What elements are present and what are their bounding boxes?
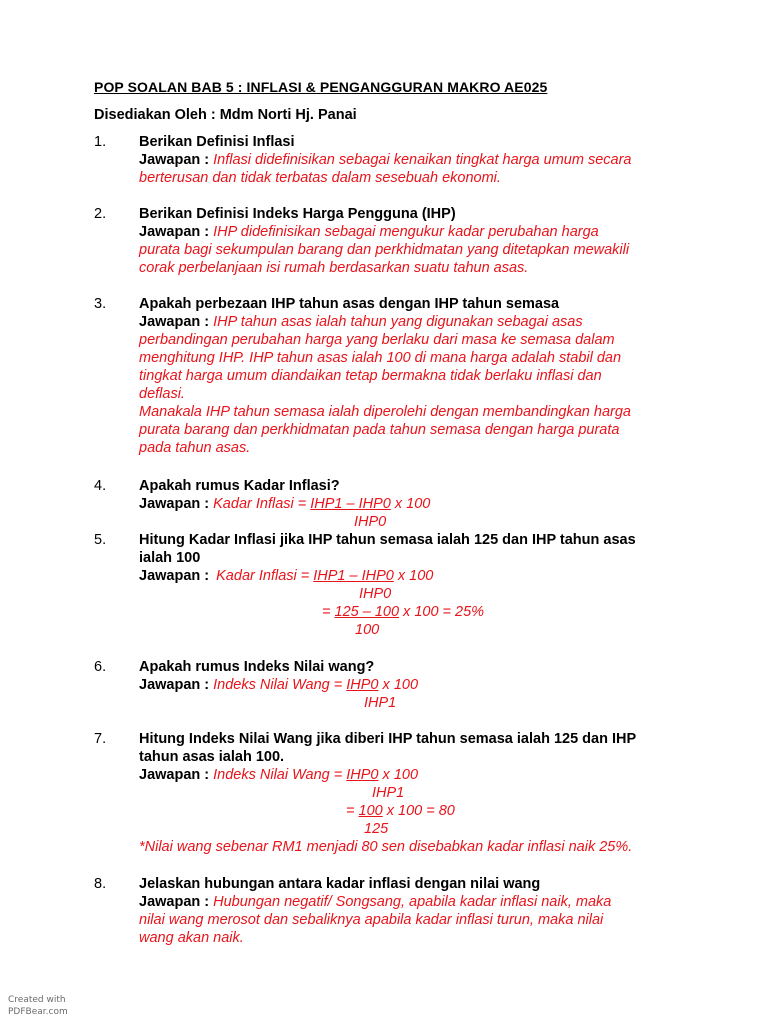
calc-result: x 100 = 80 bbox=[382, 803, 455, 819]
calc-equals: = bbox=[346, 803, 359, 819]
formula-prefix: Kadar Inflasi = bbox=[216, 568, 314, 584]
watermark-line-1: Created with bbox=[8, 995, 66, 1005]
question-7-cont: tahun asas ialah 100. bbox=[139, 749, 285, 765]
pdfbear-watermark[interactable] bbox=[8, 994, 68, 1018]
formula-prefix: Indeks Nilai Wang = bbox=[213, 767, 347, 783]
formula-numerator: IHP1 – IHP0 bbox=[310, 496, 391, 512]
answer-text: Hubungan negatif/ Songsang, apabila kadar inflasi naik, maka bbox=[213, 894, 612, 910]
formula-numerator: IHP1 – IHP0 bbox=[313, 568, 394, 584]
formula-multiplier: x 100 bbox=[378, 767, 419, 783]
answer-label: Jawapan : bbox=[139, 496, 210, 512]
answer-text: Manakala IHP tahun semasa ialah diperolehi dengan membandingkan harga bbox=[139, 404, 631, 420]
question-number: 5. bbox=[94, 532, 107, 548]
answer-label: Jawapan : bbox=[139, 767, 210, 783]
formula-multiplier: x 100 bbox=[393, 568, 434, 584]
answer-text: purata barang dan perkhidmatan pada tahun semasa dengan harga purata bbox=[139, 422, 620, 438]
answer-text: menghitung IHP. IHP tahun asas ialah 100 di mana harga adalah stabil dan bbox=[139, 350, 622, 366]
question-5: Hitung Kadar Inflasi jika IHP tahun semasa ialah 125 dan IHP tahun asas bbox=[139, 532, 636, 548]
question-number: 7. bbox=[94, 731, 107, 747]
answer-text: perbandingan perubahan harga yang berlaku dari masa ke semasa dalam bbox=[139, 332, 615, 348]
formula-line bbox=[139, 495, 430, 513]
formula-prefix: Indeks Nilai Wang = bbox=[213, 677, 347, 693]
answer-text: berterusan dan tidak terbatas dalam sesebuah ekonomi. bbox=[139, 170, 501, 186]
calc-denominator: 100 bbox=[355, 622, 380, 638]
watermark-line-2: PDFBear.com bbox=[8, 1007, 68, 1017]
answer-label: Jawapan : bbox=[139, 224, 210, 240]
calc-equals: = bbox=[322, 604, 335, 620]
answer-line bbox=[139, 313, 583, 331]
answer-text: corak perbelanjaan isi rumah berdasarkan suatu tahun asas. bbox=[139, 260, 529, 276]
answer-text: Inflasi didefinisikan sebagai kenaikan tingkat harga umum secara bbox=[213, 152, 632, 168]
question-8: Jelaskan hubungan antara kadar inflasi dengan nilai wang bbox=[139, 876, 541, 892]
formula-multiplier: x 100 bbox=[390, 496, 431, 512]
formula-denominator: IHP0 bbox=[359, 586, 392, 602]
formula-denominator: IHP1 bbox=[372, 785, 405, 801]
calc-result: x 100 = 25% bbox=[399, 604, 485, 620]
question-4: Apakah rumus Kadar Inflasi? bbox=[139, 478, 340, 494]
answer-label: Jawapan : bbox=[139, 568, 210, 584]
question-number: 2. bbox=[94, 206, 107, 222]
calc-numerator: 100 bbox=[358, 803, 383, 819]
answer-text: pada tahun asas. bbox=[139, 440, 251, 456]
answer-text: purata bagi sekumpulan barang dan perkhidmatan yang ditetapkan mewakili bbox=[139, 242, 630, 258]
formula-line bbox=[139, 567, 433, 585]
question-3: Apakah perbezaan IHP tahun asas dengan IHP tahun semasa bbox=[139, 296, 560, 312]
answer-label: Jawapan : bbox=[139, 152, 210, 168]
prepared-by: Disediakan Oleh : Mdm Norti Hj. Panai bbox=[94, 107, 357, 123]
answer-label: Jawapan : bbox=[139, 894, 210, 910]
answer-text: wang akan naik. bbox=[139, 930, 244, 946]
question-6: Apakah rumus Indeks Nilai wang? bbox=[139, 659, 375, 675]
formula-numerator: IHP0 bbox=[346, 767, 379, 783]
question-number: 6. bbox=[94, 659, 107, 675]
question-2: Berikan Definisi Indeks Harga Pengguna (IHP) bbox=[139, 206, 456, 222]
answer-line bbox=[139, 893, 611, 911]
formula-denominator: IHP1 bbox=[364, 695, 397, 711]
question-number: 8. bbox=[94, 876, 107, 892]
question-number: 4. bbox=[94, 478, 107, 494]
document-title: POP SOALAN BAB 5 : INFLASI & PENGANGGURAN MAKRO AE025 bbox=[94, 79, 548, 95]
calc-denominator: 125 bbox=[364, 821, 389, 837]
question-7: Hitung Indeks Nilai Wang jika diberi IHP tahun semasa ialah 125 dan IHP bbox=[139, 731, 637, 747]
calc-numerator: 125 – 100 bbox=[334, 604, 400, 620]
answer-text: deflasi. bbox=[139, 386, 185, 402]
question-number: 3. bbox=[94, 296, 107, 312]
question-5-cont: ialah 100 bbox=[139, 550, 201, 566]
formula-line bbox=[139, 766, 418, 784]
answer-text: tingkat harga umum diandaikan tetap bermakna tidak berlaku inflasi dan bbox=[139, 368, 602, 384]
answer-line bbox=[139, 223, 599, 241]
note-text: *Nilai wang sebenar RM1 menjadi 80 sen disebabkan kadar inflasi naik 25%. bbox=[139, 839, 633, 855]
formula-line bbox=[139, 676, 418, 694]
calculation-line bbox=[346, 802, 455, 820]
formula-denominator: IHP0 bbox=[354, 514, 387, 530]
question-number: 1. bbox=[94, 134, 107, 150]
formula-multiplier: x 100 bbox=[378, 677, 419, 693]
formula-prefix: Kadar Inflasi = bbox=[213, 496, 311, 512]
answer-label: Jawapan : bbox=[139, 677, 210, 693]
question-1: Berikan Definisi Inflasi bbox=[139, 134, 295, 150]
answer-text: IHP didefinisikan sebagai mengukur kadar perubahan harga bbox=[213, 224, 599, 240]
answer-line bbox=[139, 151, 631, 169]
answer-text: nilai wang merosot dan sebaliknya apabila kadar inflasi turun, maka nilai bbox=[139, 912, 604, 928]
answer-label: Jawapan : bbox=[139, 314, 210, 330]
answer-text: IHP tahun asas ialah tahun yang digunakan sebagai asas bbox=[213, 314, 583, 330]
calculation-line bbox=[322, 603, 484, 621]
formula-numerator: IHP0 bbox=[346, 677, 379, 693]
